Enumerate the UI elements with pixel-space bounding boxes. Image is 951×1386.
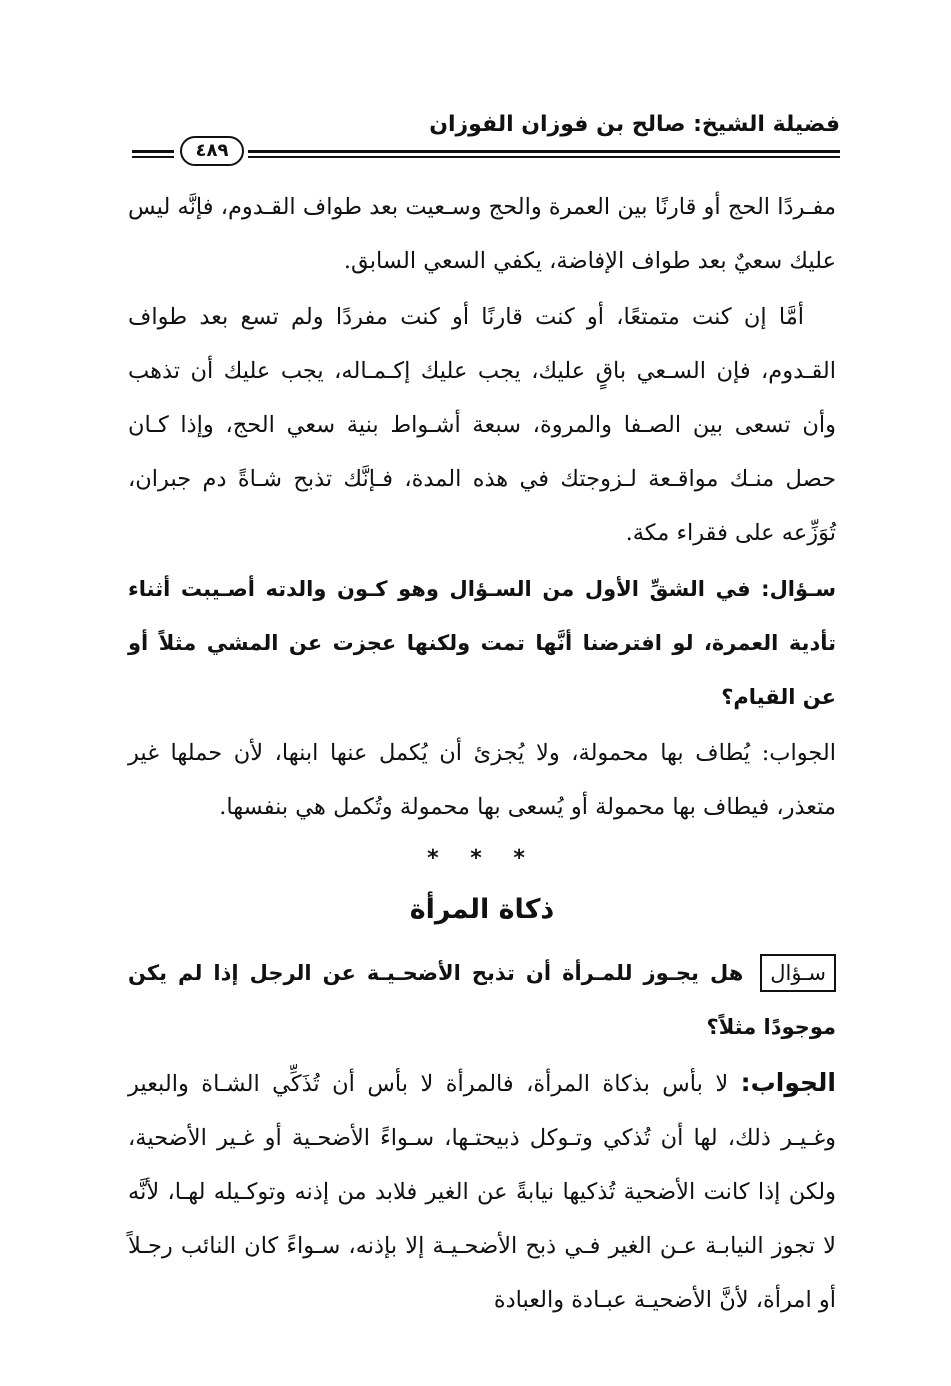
section-separator: * * * <box>427 846 537 871</box>
header-rule <box>248 150 840 153</box>
question-label-box: سـؤال <box>760 954 836 992</box>
paragraph: أمَّا إن كنت متمتعًا، أو كنت قارنًا أو كنت مفردًا ولم تسع بعد طواف القـدوم، فإن السـعي باقٍ عليك، يجب عليك إكـمـاله، يجب عليك أن تذهب وأن تسعى بين الصـفا والمروة، سبعة أشـواط بنية سعي الحج، وإذا كـان حصل منـك مواقـعة لـزوجتك في هذه المدة، فـإنَّك تذبح شـاةً دم جبران، تُوَزِّعه على فقراء مكة. <box>128 304 836 546</box>
question-text: هل يجـوز للمـرأة أن تذبح الأضحـيـة عن الرجل إذا لم يكن موجودًا مثلاً؟ <box>128 961 836 1039</box>
paragraph: مفـردًا الحج أو قارنًا بين العمرة والحج وسـعيت بعد طواف القـدوم، فإنَّه ليس عليك سعيٌ بعد طواف الإفاضة، يكفي السعي السابق. <box>128 194 836 274</box>
section-title: ذكاة المرأة <box>409 894 555 925</box>
page-body <box>128 180 836 1329</box>
header-rule <box>248 156 840 158</box>
running-title: فضيلة الشيخ: صالح بن فوزان الفوزان <box>429 112 840 137</box>
header-rule-short <box>132 156 174 158</box>
question-paragraph: سـؤال: في الشقِّ الأول من السـؤال وهو كـون والدته أصـيبت أثناء تأدية العمرة، لو افترضنا أنَّها تمت ولكنها عجزت عن المشي مثلاً أو عن القيام؟ <box>128 577 836 709</box>
answer-paragraph <box>128 1056 836 1327</box>
question-paragraph <box>128 946 836 1054</box>
answer-text: لا بأس بذكاة المرأة، فالمرأة لا بأس أن تُذَكِّي الشـاة والبعير وغـيـر ذلك، لها أن تُذكي وتـوكل ذبيحتـها، سـواءً الأضحـية أو غـير الأضحية، ولكن إذا كانت الأضحية تُذكيها نيابةً عن الغير فلابد من إذنه وتوكـيله لهـا، لأنَّه لا تجوز النيابـة عـن الغير فـي ذبح الأضحـيـة إلا بإذنه، سـواءً كان النائب رجـلاً أو امرأة، لأنَّ الأضحيـة عبـادة والعبادة <box>128 1071 836 1313</box>
header-rule-short <box>132 150 174 153</box>
page-header <box>130 112 840 162</box>
answer-label: الجواب: <box>740 1068 836 1097</box>
page-number: ٤٨٩ <box>180 136 244 166</box>
answer-paragraph: الجواب: يُطاف بها محمولة، ولا يُجزئ أن يُكمل عنها ابنها، لأن حملها غير متعذر، فيطاف بها محمولة أو يُسعى بها محمولة وتُكمل هي بنفسها. <box>128 740 836 820</box>
